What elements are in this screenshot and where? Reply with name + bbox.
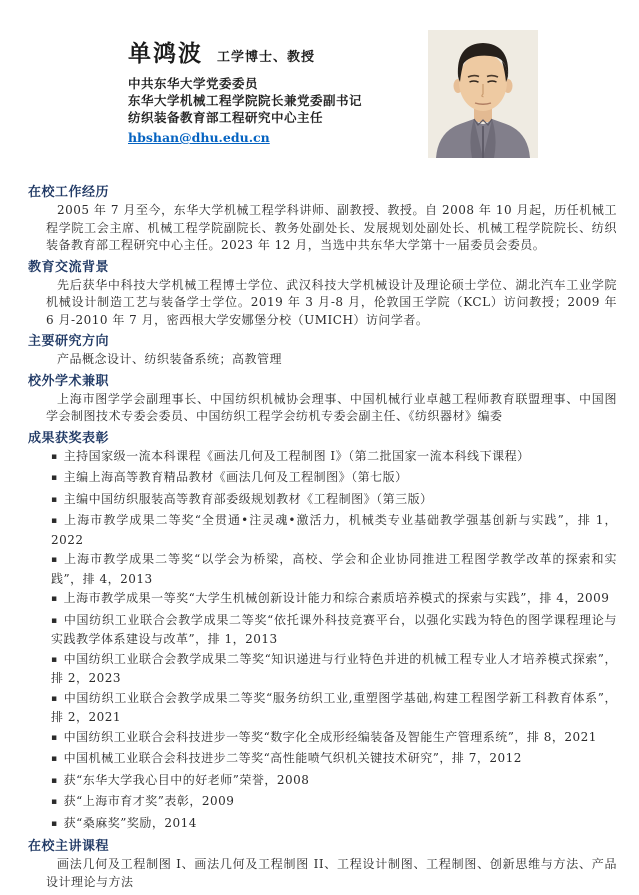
- title-line-1: 中共东华大学党委委员: [128, 76, 259, 91]
- section-paragraph: 产品概念设计、纺织装备系统；高教管理: [57, 352, 283, 366]
- award-item: ▪ 中国纺织工业联合会教学成果二等奖“知识递进与行业特色并进的机械工程专业人才培养模式探索”，排 2，2023: [51, 651, 617, 688]
- title-line-2: 东华大学机械工程学院院长兼党委副书记: [128, 93, 363, 108]
- award-item: ▪ 获“东华大学我心目中的好老师”荣誉，2008: [51, 772, 617, 792]
- section-heading: 在校工作经历: [28, 185, 110, 200]
- section-paragraph: 上海市图学学会副理事长、中国纺织机械协会理事、中国机械行业卓越工程师教育联盟理事、中国图学会制图技术专委会委员、中国纺织工程学会纺机专委会副主任、《纺织器材》编委: [46, 391, 617, 423]
- section-heading: 在校主讲课程: [28, 839, 110, 854]
- section-research-directions: [28, 333, 617, 369]
- award-item: ▪ 主持国家级一流本科课程《画法几何及工程制图 I》（第二批国家一流本科线下课程）: [51, 448, 617, 468]
- name-row: [128, 42, 617, 66]
- award-item: ▪ 中国机械工业联合会科技进步二等奖“高性能喷气织机关键技术研究”，排 7，2012: [51, 750, 617, 770]
- profile-photo: [428, 30, 538, 158]
- section-courses: [28, 838, 617, 891]
- award-item: ▪ 主编中国纺织服装高等教育部委级规划教材《工程制图》（第三版）: [51, 491, 617, 511]
- portrait-illustration: [428, 30, 538, 158]
- profile-header: [28, 40, 617, 172]
- person-name: 单鸿波: [128, 40, 203, 67]
- title-line-3: 纺织装备教育部工程研究中心主任: [128, 110, 324, 125]
- award-item: ▪ 中国纺织工业联合会科技进步一等奖“数字化全成形经编装备及智能生产管理系统”，排 8，2021: [51, 729, 617, 749]
- section-work-experience: [28, 184, 617, 255]
- section-paragraph: 2005 年 7 月至今，东华大学机械工程学科讲师、副教授、教授。自 2008 年 10 月起，历任机械工程学院工会主席、机械工程学院副院长、教务处副处长、发展规划处副处长、机械工程学院院长、纺织装备教育部工程研究中心主任。2023 年 12 月，当选中共东华大学第十一届委员会委员。: [46, 203, 617, 252]
- section-heading: 成果获奖表彰: [28, 430, 110, 446]
- section-paragraph: 画法几何及工程制图 I、画法几何及工程制图 II、工程设计制图、工程制图、创新思维与方法、产品设计理论与方法: [46, 857, 617, 889]
- award-item: ▪ 中国纺织工业联合会教学成果二等奖“依托课外科技竞赛平台，以强化实践为特色的图学课程理论与实践教学体系建设与改革”，排 1，2013: [51, 612, 617, 649]
- award-item: ▪ 上海市教学成果一等奖“大学生机械创新设计能力和综合素质培养模式的探索与实践”，排 4，2009: [51, 590, 617, 610]
- award-item: ▪ 获“桑麻奖”奖励，2014: [51, 815, 617, 835]
- awards-list: [51, 448, 617, 835]
- award-item: ▪ 上海市教学成果二等奖“全贯通•注灵魂•激活力，机械类专业基础教学强基创新与实践”，排 1，2022: [51, 512, 617, 549]
- award-item: ▪ 中国纺织工业联合会教学成果二等奖“服务纺织工业,重塑图学基础,构建工程图学新工科教育体系”，排 2，2021: [51, 690, 617, 727]
- header-info: [128, 40, 617, 145]
- section-external-positions: [28, 373, 617, 426]
- section-awards: [28, 430, 617, 835]
- award-item: ▪ 上海市教学成果二等奖“以学会为桥梁，高校、学会和企业协同推进工程图学教学改革的探索和实践”，排 4，2013: [51, 551, 617, 588]
- award-item: ▪ 主编上海高等教育精品教材《画法几何及工程制图》（第七版）: [51, 469, 617, 489]
- section-heading: 主要研究方向: [28, 334, 110, 349]
- section-heading: 教育交流背景: [28, 259, 110, 275]
- section-paragraph: 先后获华中科技大学机械工程博士学位、武汉科技大学机械设计及理论硕士学位、湖北汽车工业学院机械设计制造工艺与装备学士学位。2019 年 3 月-8 月，伦敦国王学院（KCL）访问教授；2009 年 6 月-2010 年 7 月，密西根大学安娜堡分校（UMICH）访问学者。: [46, 277, 617, 327]
- email-link[interactable]: hbshan@dhu.edu.cn: [128, 130, 270, 145]
- section-education-background: [28, 259, 617, 330]
- degree-title: 工学博士、教授: [217, 50, 316, 65]
- section-heading: 校外学术兼职: [28, 373, 110, 389]
- award-item: ▪ 获“上海市育才奖”表彰，2009: [51, 793, 617, 813]
